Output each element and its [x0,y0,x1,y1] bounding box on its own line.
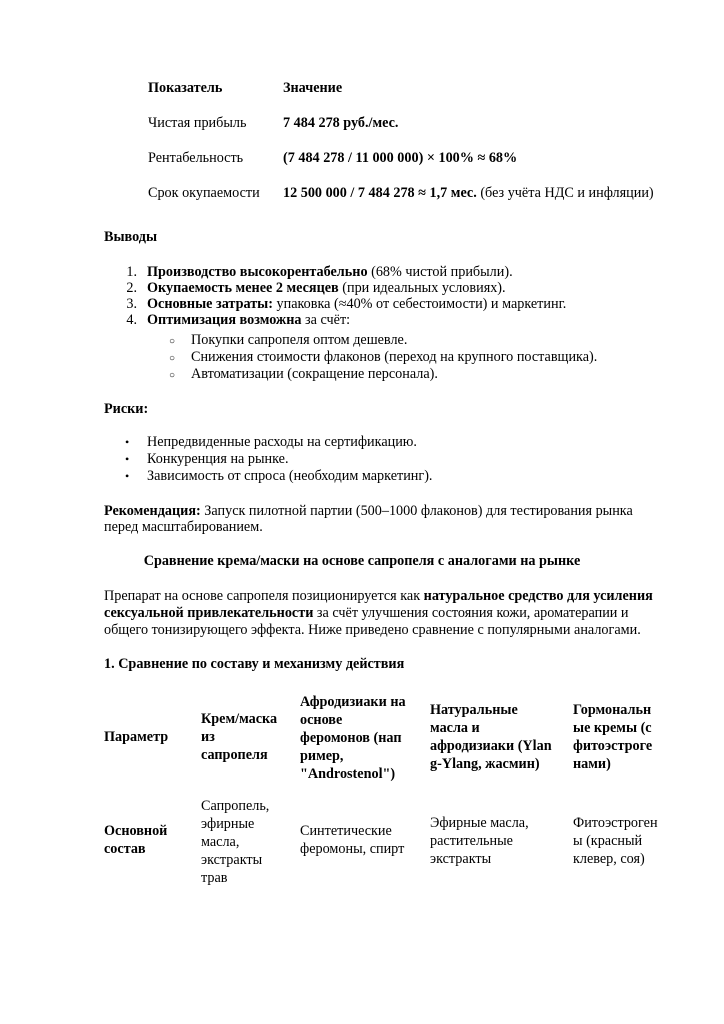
list-item-bold: Оптимизация возможна [147,312,302,328]
list-item-text: (при идеальных условиях). [338,280,506,296]
intro-text: Препарат на основе сапропеля позиционируется как [104,588,424,604]
bullet-icon: • [125,435,130,449]
sub-list-item: Покупки сапропеля оптом дешевле. [191,332,408,348]
sub-list-item: Снижения стоимости флаконов (переход на крупного поставщика). [191,349,598,365]
indicator-header-value: Значение [283,80,343,96]
table-header-line: основе [300,712,343,728]
table-header-line: фитоэстроге [573,738,653,754]
table-header-cell [201,710,277,764]
table-header-line: Гормональн [573,702,652,718]
intro-line [104,604,629,622]
indicator-header-name: Показатель [148,80,223,96]
bullet-icon: • [125,469,130,483]
table-header-line: феромонов (нап [300,730,402,746]
intro-line [104,587,653,605]
table-cell-line: ы (красный [573,833,643,849]
table-cell [573,814,658,868]
indicator-row-name: Чистая прибыль [148,115,247,131]
table-header-line: афродизиаки (Ylan [430,738,552,754]
list-number: 3. [126,296,137,312]
table-header-cell [300,693,406,783]
table-header-line: из [201,729,215,745]
recommendation-text: Запуск пилотной партии (500–1000 флаконов) для тестирования рынка [200,503,633,519]
list-item: Конкуренция на рынке. [147,451,289,467]
table-header-line: Натуральные [430,702,518,718]
table-header-cell [104,728,168,746]
table-header-line: нами) [573,756,611,772]
list-item-text: за счёт: [301,312,351,328]
table-cell-line: Сапропель, [201,798,270,814]
table-cell-line: растительные [430,833,513,849]
intro-text: за счёт улучшения состояния кожи, ароматерапии и [313,605,629,621]
table-cell [430,814,529,868]
indicator-row-name: Срок окупаемости [148,185,260,201]
indicator-value-bold: 7 484 278 руб./мес. [283,115,399,131]
table-cell-line: Фитоэстроген [573,815,658,831]
circle-bullet-icon: ○ [169,336,176,347]
list-item-text: упаковка (≈40% от себестоимости) и маркетинг. [272,296,567,312]
risks-heading: Риски: [104,401,149,417]
table-header-cell [573,701,652,773]
table-header-line: сапропеля [201,747,268,763]
list-item: Непредвиденные расходы на сертификацию. [147,434,417,450]
indicator-value-bold: (7 484 278 / 11 000 000) × 100% ≈ 68% [283,150,518,166]
bullet-icon: • [125,452,130,466]
table-row-label [104,822,167,858]
circle-bullet-icon: ○ [169,353,176,364]
list-item [147,311,350,329]
list-item-bold: Производство высокорентабельно [147,264,368,280]
table-cell-line: экстракты [430,851,492,867]
list-item-bold: Основные затраты: [147,296,273,312]
intro-line: общего тонизирующего эффекта. Ниже приведено сравнение с популярными аналогами. [104,622,641,638]
list-item-text: (68% чистой прибыли). [367,264,513,280]
table-cell [300,822,404,858]
table-header-line: масла и [430,720,480,736]
section-heading: 1. Сравнение по составу и механизму действия [104,656,405,672]
indicator-row-value [283,149,517,167]
indicator-value-rest: (без учёта НДС и инфляции) [476,185,654,201]
list-item-bold: Окупаемость менее 2 месяцев [147,280,339,296]
intro-bold: сексуальной привлекательности [104,605,314,621]
indicator-value-bold: 12 500 000 / 7 484 278 ≈ 1,7 мес. [283,185,477,201]
list-item: Зависимость от спроса (необходим маркетинг). [147,468,433,484]
table-header-line: ые кремы (с [573,720,652,736]
recommendation-line: перед масштабированием. [104,519,263,535]
list-number: 1. [126,264,137,280]
table-header-line: "Androstenol") [300,766,396,782]
table-header-cell [430,701,552,773]
intro-bold: натуральное средство для усиления [423,588,653,604]
circle-bullet-icon: ○ [169,370,176,381]
table-cell-line: масла, [201,834,240,850]
table-header-line: g-Ylang, жасмин) [430,756,540,772]
table-cell-line: клевер, соя) [573,851,645,867]
table-cell-line: Основной [104,823,168,839]
comparison-title: Сравнение крема/маски на основе сапропеля с аналогами на рынке [143,553,581,569]
list-number: 2. [126,280,137,296]
table-header-line: Параметр [104,729,169,745]
table-cell-line: Синтетические [300,823,392,839]
table-cell-line: состав [104,841,146,857]
table-cell-line: эфирные [201,816,255,832]
indicator-row-value [283,184,654,202]
list-number: 4. [126,312,137,328]
indicator-row-name: Рентабельность [148,150,244,166]
indicator-row-value [283,114,398,132]
table-cell [201,797,269,887]
recommendation-label: Рекомендация: [104,503,201,519]
table-header-line: Крем/маска [201,711,278,727]
table-cell-line: Эфирные масла, [430,815,529,831]
table-cell-line: феромоны, спирт [300,841,405,857]
table-header-line: ример, [300,748,344,764]
table-cell-line: трав [201,870,228,886]
table-header-line: Афродизиаки на [300,694,406,710]
table-cell-line: экстракты [201,852,263,868]
conclusions-heading: Выводы [104,229,158,245]
sub-list-item: Автоматизации (сокращение персонала). [191,366,438,382]
